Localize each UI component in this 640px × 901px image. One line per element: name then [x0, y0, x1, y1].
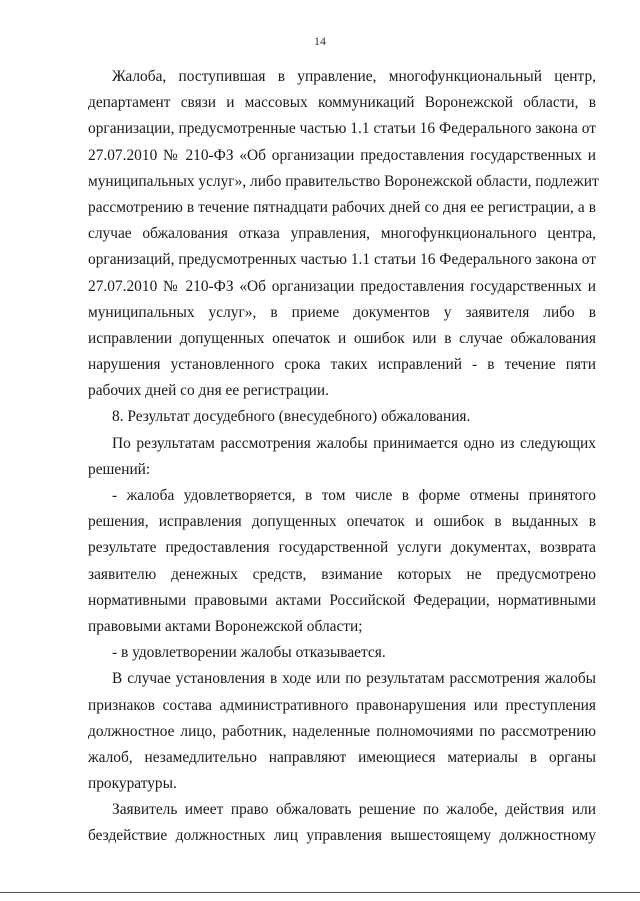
document-body	[88, 64, 599, 850]
text-line: Жалоба, поступившая в управление, многофункциональный центр,	[112, 68, 596, 85]
text-line: организаций, предусмотренных частью 1.1 статьи 16 Федерального закона от	[88, 251, 596, 269]
text-line: нарушения установленного срока таких исправлений - в течение пяти	[88, 356, 596, 374]
text-line: департамент связи и массовых коммуникаций Воронежской области, в	[88, 94, 596, 112]
text-line: рабочих дней со дня ее регистрации.	[88, 382, 329, 400]
text-line: нормативными правовыми актами Российской Федерации, нормативными	[88, 591, 596, 609]
text-line: решения, исправления допущенных опечаток и ошибок в выданных в	[88, 513, 596, 531]
text-line: жалоб, незамедлительно направляют имеющиеся материалы в органы	[88, 748, 596, 766]
text-line: По результатам рассмотрения жалобы принимается одно из следующих	[112, 434, 596, 452]
text-line: случае обжалования отказа управления, многофункционального центра,	[88, 225, 596, 243]
text-line: - жалоба удовлетворяется, в том числе в форме отмены принятого	[112, 487, 596, 504]
text-line: рассмотрению в течение пятнадцати рабочих дней со дня ее регистрации, а в	[88, 198, 596, 216]
text-line: 27.07.2010 № 210-ФЗ «Об организации предоставления государственных и	[88, 277, 596, 295]
text-line: муниципальных услуг», в приеме документов у заявителя либо в	[88, 303, 596, 321]
text-line: бездействие должностных лиц управления вышестоящему должностному	[88, 827, 596, 845]
text-line: - в удовлетворении жалобы отказывается.	[112, 644, 386, 662]
text-line: решений:	[88, 460, 151, 478]
text-line: муниципальных услуг», либо правительство Воронежской области, подлежит	[88, 172, 599, 190]
text-line: 27.07.2010 № 210-ФЗ «Об организации предоставления государственных и	[88, 146, 596, 164]
text-line: заявителю денежных средств, взимание которых не предусмотрено	[88, 565, 596, 583]
text-line: Заявитель имеет право обжаловать решение по жалобе, действия или	[112, 801, 596, 819]
text-line: 8. Результат досудебного (внесудебного) обжалования.	[112, 408, 471, 426]
page-number: 14	[314, 34, 326, 48]
text-line: организации, предусмотренные частью 1.1 статьи 16 Федерального закона от	[88, 120, 596, 138]
text-line: признаков состава административного правонарушения или преступления	[88, 696, 596, 714]
text-line: правовыми актами Воронежской области;	[88, 617, 363, 635]
text-line: прокуратуры.	[88, 775, 177, 793]
text-line: должностное лицо, работник, наделенные полномочиями по рассмотрению	[88, 722, 596, 740]
text-line: результате предоставления государственной услуги документах, возврата	[88, 539, 596, 557]
text-line: исправлении допущенных опечаток и ошибок или в случае обжалования	[88, 329, 596, 347]
text-line: В случае установления в ходе или по результатам рассмотрения жалобы	[112, 670, 596, 688]
page-bottom-edge	[0, 892, 640, 893]
